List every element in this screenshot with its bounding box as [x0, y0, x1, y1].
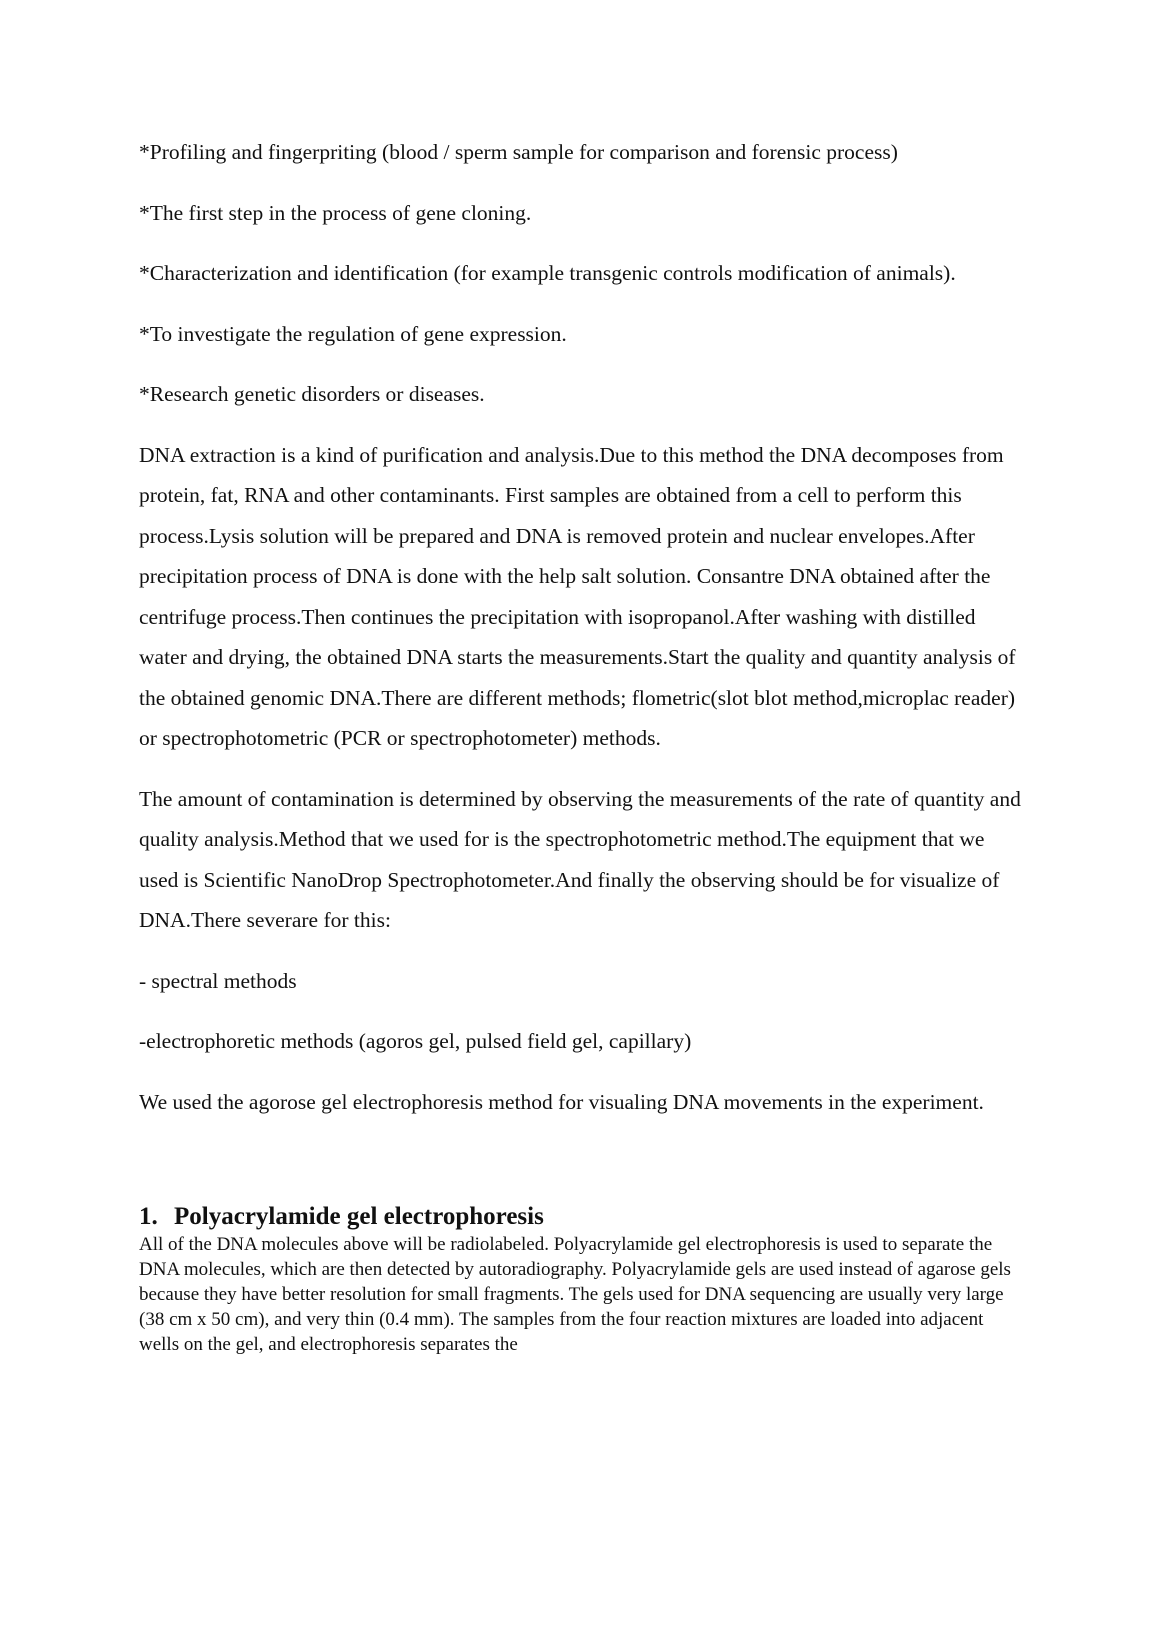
item-spectral-methods: - spectral methods — [139, 968, 297, 993]
bullet-genetic-disorders: *Research genetic disorders or diseases. — [139, 382, 485, 406]
bullet-profiling: *Profiling and fingerpriting (blood / sperm sample for comparison and forensic process) — [139, 140, 898, 164]
page-content — [139, 132, 1024, 1357]
paragraph-dna-extraction: DNA extraction is a kind of purification and analysis.Due to this method the DNA decomposes from protein, fat, RNA and other contaminants. First samples are obtained from a cell to perform this process.Lysis solution will be prepared and DNA is removed protein and nuclear envelopes.After precipitation process of DNA is done with the help salt solution. Consantre DNA obtained after the centrifuge process.Then continues the precipitation with isopropanol.After washing with distilled water and drying, the obtained DNA starts the measurements.Start the quality and quantity analysis of the obtained genomic DNA.There are different methods; flometric(slot blot method,microplac reader) or spectrophotometric (PCR or spectrophotometer) methods. — [139, 442, 1016, 750]
section-number: 1. — [139, 1203, 158, 1230]
bullet-characterization: *Characterization and identification (for example transgenic controls modification of animals). — [139, 261, 956, 285]
bullet-gene-expression: *To investigate the regulation of gene expression. — [139, 321, 567, 346]
bullet-gene-cloning: *The first step in the process of gene cloning. — [139, 200, 532, 225]
paragraph-agarose-gel: We used the agorose gel electrophoresis method for visualing DNA movements in the experiment. — [139, 1089, 984, 1114]
section-title: Polyacrylamide gel electrophoresis — [174, 1203, 544, 1230]
item-electrophoretic-methods: -electrophoretic methods (agoros gel, pulsed field gel, capillary) — [139, 1029, 692, 1053]
section-heading — [139, 1202, 1024, 1232]
section-spacer — [139, 1142, 1024, 1202]
section-body: All of the DNA molecules above will be radiolabeled. Polyacrylamide gel electrophoresis is used to separate the DNA molecules, which are then detected by autoradiography. Polyacrylamide gels are used instead of agarose gels because they have better resolution for small fragments. The gels used for DNA sequencing are usually very large (38 cm x 50 cm), and very thin (0.4 mm). The samples from the four reaction mixtures are loaded into adjacent wells on the gel, and electrophoresis separates the — [139, 1234, 1011, 1355]
paragraph-contamination: The amount of contamination is determined by observing the measurements of the rate of quantity and quality analysis.Method that we used for is the spectrophotometric method.The equipment that we used is Scientific NanoDrop Spectrophotometer.And finally the observing should be for visualize of DNA.There severare for this: — [139, 786, 1021, 932]
